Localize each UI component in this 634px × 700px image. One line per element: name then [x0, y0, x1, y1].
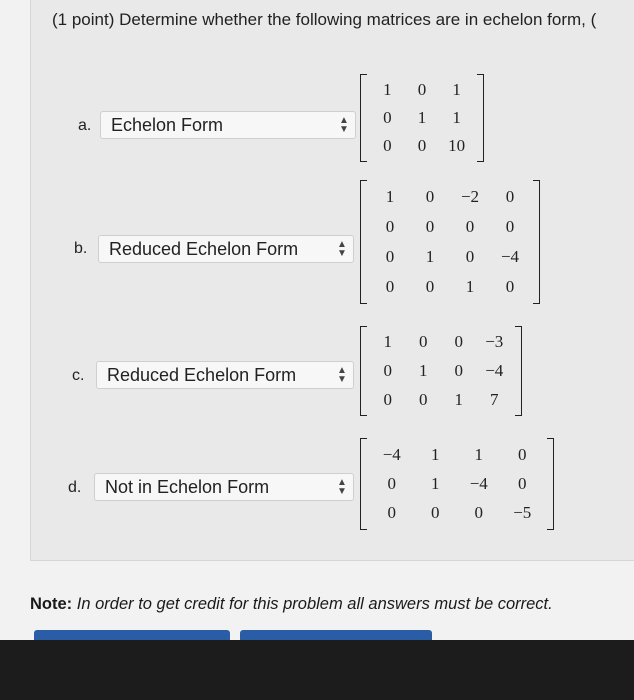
matrix-cell: 1 [452, 80, 461, 99]
part-a-label: a. [78, 117, 92, 134]
right-bracket [515, 326, 522, 416]
select-arrows-icon: ▲ ▼ [337, 477, 347, 497]
matrix-cell: 0 [425, 187, 435, 206]
matrix-cell: 1 [431, 473, 440, 493]
part-c-selected-value: Reduced Echelon Form [107, 365, 297, 385]
matrix-cell: 1 [425, 247, 435, 266]
part-d-select[interactable] [94, 473, 354, 501]
matrix-cell: −4 [485, 360, 504, 380]
note [30, 595, 553, 614]
matrix-cell: −5 [513, 503, 532, 523]
note-text: In order to get credit for this problem all answers must be correct. [76, 595, 553, 613]
matrix-cell: 1 [431, 444, 440, 464]
matrix-cell: 0 [474, 503, 483, 523]
part-a-selected-value: Echelon Form [111, 115, 224, 135]
left-bracket [360, 74, 367, 162]
matrix-cell: −3 [485, 332, 504, 352]
matrix-cell: −4 [469, 473, 488, 493]
matrix-cell: 0 [454, 360, 463, 380]
matrix-cell: 0 [385, 247, 395, 266]
matrix-cell: 0 [419, 332, 428, 352]
matrix-cell: 1 [465, 277, 475, 296]
matrix-cell: 10 [448, 136, 466, 155]
matrix-a [360, 74, 484, 162]
points-label: (1 point) [52, 10, 115, 29]
matrix-cell: 0 [383, 108, 392, 127]
left-bracket [360, 180, 367, 304]
part-c-label: c. [72, 367, 85, 384]
matrix-cell: 1 [417, 108, 427, 127]
matrix-cell: 1 [452, 108, 461, 127]
matrix-cell: 0 [454, 332, 463, 352]
matrix-cell: 0 [465, 247, 475, 266]
matrix-cell: 0 [505, 187, 515, 206]
question-text: Determine whether the following matrices are in echelon form, ( [119, 10, 597, 29]
matrix-cell: 0 [505, 217, 515, 236]
matrix-cell: −4 [500, 247, 520, 266]
matrix-cell: 0 [518, 473, 527, 493]
matrix-cell: 0 [425, 217, 435, 236]
part-a-select[interactable] [100, 111, 356, 139]
part-d-selected-value: Not in Echelon Form [105, 477, 270, 497]
matrix-d [360, 438, 554, 530]
bottom-bar [0, 640, 634, 700]
matrix-cell: 0 [387, 503, 396, 523]
matrix-c [360, 326, 522, 416]
matrix-cell: 0 [419, 389, 428, 409]
matrix-cell: 0 [431, 503, 440, 523]
matrix-cell: 0 [385, 217, 395, 236]
select-arrows-icon: ▲ ▼ [337, 365, 347, 385]
matrix-cell: 7 [490, 389, 499, 409]
question-title [52, 10, 596, 30]
part-c-select[interactable] [96, 361, 354, 389]
matrix-cell: 1 [454, 389, 463, 409]
matrix-cell: 1 [385, 187, 395, 206]
matrix-cell: 1 [383, 332, 392, 352]
matrix-cell: 0 [417, 136, 427, 155]
right-bracket [547, 438, 554, 530]
select-arrows-icon: ▲ ▼ [337, 239, 347, 259]
matrix-cell: 0 [518, 444, 527, 464]
matrix-cell: 0 [387, 473, 396, 493]
matrix-cell: 0 [417, 80, 427, 99]
left-bracket [360, 326, 367, 416]
matrix-cell: 1 [383, 80, 392, 99]
preview-button[interactable] [240, 630, 432, 640]
part-b-select[interactable] [98, 235, 354, 263]
part-b-label: b. [74, 240, 88, 257]
matrix-cell: −2 [460, 187, 480, 206]
matrix-cell: 0 [425, 277, 435, 296]
matrix-cell: 1 [474, 444, 483, 464]
part-d-label: d. [68, 479, 82, 496]
matrix-cell: 1 [419, 360, 428, 380]
matrix-b [360, 180, 540, 304]
note-prefix: Note: [30, 595, 73, 613]
right-bracket [477, 74, 484, 162]
part-b-selected-value: Reduced Echelon Form [109, 239, 299, 259]
left-bracket [360, 438, 367, 530]
matrix-cell: −4 [382, 444, 401, 464]
matrix-cell: 0 [383, 360, 392, 380]
submit-button[interactable] [34, 630, 230, 640]
right-bracket [533, 180, 540, 304]
matrix-cell: 0 [385, 277, 395, 296]
matrix-cell: 0 [465, 217, 475, 236]
matrix-cell: 0 [383, 136, 392, 155]
matrix-cell: 0 [383, 389, 392, 409]
select-arrows-icon: ▲ ▼ [339, 115, 349, 135]
matrix-cell: 0 [505, 277, 515, 296]
